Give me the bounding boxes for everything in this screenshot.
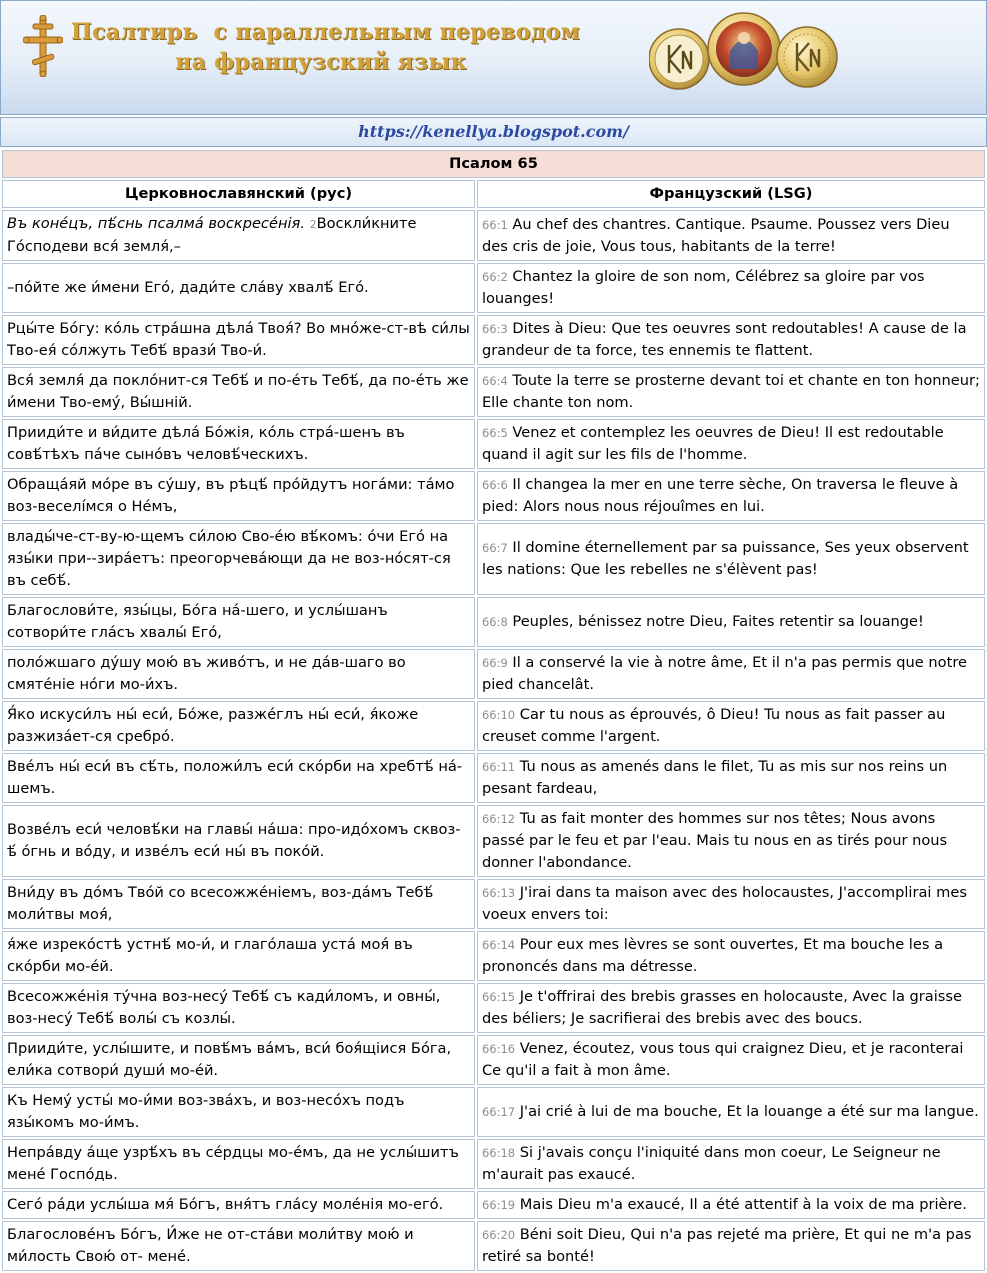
banner-title-line2: на французский язык [175, 49, 467, 75]
verse-reference: 66:5 [481, 426, 508, 440]
slavonic-text: влады́че-ст-ву-ю-щемъ си́лою Сво-е́ю вѣ́комъ: о́чи Его́ на язы́ки при--зира́етъ: преогорчева́ющи да не воз-но́сят-ся въ себѣ́. [7, 528, 451, 589]
slavonic-text: Прииди́те, услы́шите, и повѣ́мъ ва́мъ, вси́ боя́щіися Бо́га, ели́ка сотвори́ души́ мо-е́й. [7, 1040, 452, 1079]
verse-row [2, 983, 985, 1033]
french-text: J'ai crié à lui de ma bouche, Et la louange a été sur ma langue. [519, 1103, 979, 1120]
blog-link[interactable]: https://kenellya.blogspot.com/ [358, 122, 629, 141]
slavonic-cell [2, 1035, 475, 1085]
french-text: Car tu nous as éprouvés, ô Dieu! Tu nous as fait passer au creuset comme l'argent. [481, 706, 946, 745]
french-text: Pour eux mes lèvres se sont ouvertes, Et ma bouche les a prononcés dans ma détresse. [481, 936, 944, 975]
french-text: J'irai dans ta maison avec des holocaustes, J'accomplirai mes voeux envers toi: [481, 884, 967, 923]
slavonic-cell [2, 419, 475, 469]
french-cell [477, 1035, 985, 1085]
verse-row [2, 471, 985, 521]
slavonic-text: Рцы́те Бо́гу: ко́ль стра́шна дѣла́ Твоя́? Во мно́же-ст-вѣ си́лы Тво-ея́ со́лжуть Тебѣ́ врази́ Тво-и́. [7, 320, 470, 359]
slavonic-text: Благослови́те, язы́цы, Бо́га на́-шего, и услы́шанъ сотвори́те гла́съ хвалы́ Его́, [7, 602, 388, 641]
verse-row [2, 1221, 985, 1271]
french-cell [477, 210, 985, 261]
french-text: Venez, écoutez, vous tous qui craignez Dieu, et je raconterai Ce qu'il a fait à mon âme. [481, 1040, 964, 1079]
french-cell [477, 753, 985, 803]
french-text: Béni soit Dieu, Qui n'a pas rejeté ma prière, Et qui ne m'a pas retiré sa bonté! [481, 1226, 972, 1265]
slavonic-cell [2, 753, 475, 803]
slavonic-text: Воскли́кните Го́сподеви вся́ земля́,– [7, 215, 417, 255]
slavonic-cell [2, 210, 475, 261]
verse-reference: 66:14 [481, 938, 516, 952]
verse-reference: 66:6 [481, 478, 508, 492]
verse-row [2, 210, 985, 261]
url-bar [0, 117, 987, 147]
verse-reference: 66:10 [481, 708, 516, 722]
french-text: Il a conservé la vie à notre âme, Et il n'a pas permis que notre pied chancelât. [481, 654, 967, 693]
french-cell [477, 1139, 985, 1189]
french-text: Mais Dieu m'a exaucé, Il a été attentif à la voix de ma prière. [519, 1196, 967, 1213]
verse-reference: 66:16 [481, 1042, 516, 1056]
verse-row [2, 315, 985, 365]
french-text: Au chef des chantres. Cantique. Psaume. Poussez vers Dieu des cris de joie, Vous tous, habitants de la terre! [481, 215, 950, 255]
slavonic-cell [2, 805, 475, 877]
banner-title-line1: Псалтирь с параллельным переводом [71, 19, 581, 45]
orthodox-cross-icon [23, 15, 63, 77]
banner-title [71, 17, 581, 77]
french-cell [477, 805, 985, 877]
slavonic-text: Вве́лъ ны́ еси́ въ сѣ́ть, положи́лъ еси́ ско́рби на хребтѣ́ на́-шемъ. [7, 758, 463, 797]
verse-row [2, 597, 985, 647]
verse-reference: 66:11 [481, 760, 516, 774]
slavonic-text: Непра́вду а́ще узрѣ́хъ въ се́рдцы мо-е́мъ, да не услы́шитъ мене́ Госпо́дь. [7, 1144, 459, 1183]
slavonic-text: Благослове́нъ Бо́гъ, И́же не от-ста́ви моли́тву мою́ и ми́лость Свою́ от- мене́. [7, 1226, 414, 1265]
french-text: Venez et contemplez les oeuvres de Dieu! Il est redoutable quand il agit sur les fils de l'homme. [481, 424, 944, 463]
slavonic-text: Вни́ду въ до́мъ Тво́й со всесожже́ніемъ, воз-да́мъ Тебѣ́ моли́твы моя́, [7, 884, 434, 923]
french-cell [477, 701, 985, 751]
french-text: Si j'avais conçu l'iniquité dans mon coeur, Le Seigneur ne m'aurait pas exaucé. [481, 1144, 941, 1183]
slavonic-cell [2, 1087, 475, 1137]
logo-kn-left-icon [649, 29, 709, 89]
psalm-table [0, 148, 987, 1273]
header-banner [0, 0, 987, 115]
verse-row [2, 523, 985, 595]
verse-row [2, 1139, 985, 1189]
slavonic-cell [2, 879, 475, 929]
title-row [2, 150, 985, 178]
column-header-slavonic: Церковнославянский (рус) [2, 180, 475, 208]
verse-reference: 66:2 [481, 270, 508, 284]
french-cell [477, 931, 985, 981]
slavonic-text: –по́йте же и́мени Его́, дади́те сла́ву хвалѣ́ Его́. [7, 279, 369, 296]
french-cell [477, 1087, 985, 1137]
slavonic-text: я́же изреко́стѣ устнѣ́ мо-и́, и глаго́лаша уста́ моя́ въ ско́рби мо-е́й. [7, 936, 413, 975]
slavonic-cell [2, 649, 475, 699]
slavonic-cell [2, 367, 475, 417]
french-text: Toute la terre se prosterne devant toi et chante en ton honneur; Elle chante ton nom. [481, 372, 980, 411]
verse-row [2, 1087, 985, 1137]
french-cell [477, 1191, 985, 1219]
verse-reference: 66:7 [481, 541, 508, 555]
verse-reference: 66:15 [481, 990, 516, 1004]
verse-reference: 66:18 [481, 1146, 516, 1160]
verse-row [2, 701, 985, 751]
slavonic-text: поло́жшаго ду́шу мою́ въ живо́тъ, и не да́в-шаго во смяте́ніе но́ги мо-и́хъ. [7, 654, 406, 693]
french-text: Dites à Dieu: Que tes oeuvres sont redoutables! A cause de la grandeur de ta force, tes ennemis te flattent. [481, 320, 967, 359]
french-text: Tu as fait monter des hommes sur nos têtes; Nous avons passé par le feu et par l'eau. Mais tu nous en as tirés pour nous donner l'abondance. [481, 810, 948, 871]
verse-reference: 66:13 [481, 886, 516, 900]
french-text: Chantez la gloire de son nom, Célébrez sa gloire par vos louanges! [481, 268, 925, 307]
french-cell [477, 1221, 985, 1271]
slavonic-cell [2, 701, 475, 751]
verse-row [2, 1191, 985, 1219]
slavonic-cell [2, 1139, 475, 1189]
verse-row [2, 367, 985, 417]
french-cell [477, 471, 985, 521]
verse-row [2, 649, 985, 699]
slavonic-cell [2, 315, 475, 365]
french-text: Il domine éternellement par sa puissance, Ses yeux observent les nations: Que les rebelles ne s'élèvent pas! [481, 539, 969, 578]
verse-reference: 66:9 [481, 656, 508, 670]
french-text: Je t'offrirai des brebis grasses en holocauste, Avec la graisse des béliers; Je sacrifierai des brebis avec des boucs. [481, 988, 962, 1027]
french-cell [477, 879, 985, 929]
verse-reference: 66:20 [481, 1228, 516, 1242]
slavonic-text: Прииди́те и ви́дите дѣла́ Бо́жія, ко́ль стра́-шенъ въ совѣ́тѣхъ па́че сыно́въ человѣ́ческихъ. [7, 424, 405, 463]
french-cell [477, 983, 985, 1033]
slavonic-cell [2, 1191, 475, 1219]
slavonic-cell [2, 1221, 475, 1271]
slavonic-cell [2, 471, 475, 521]
slavonic-text: Возве́лъ еси́ человѣ́ки на главы́ на́ша: про-идо́хомъ сквоз-ѣ́ о́гнь и во́ду, и изве́лъ еси́ ны́ въ поко́й. [7, 821, 461, 860]
site-logos [649, 11, 839, 111]
french-cell [477, 419, 985, 469]
verse-reference: 66:19 [481, 1198, 516, 1212]
slavonic-text: Я́ко искуси́лъ ны́ еси́, Бо́же, разже́глъ ны́ еси́, я́коже разжиза́ет-ся сребро́. [7, 706, 419, 745]
slavonic-cell [2, 983, 475, 1033]
verse-reference: 66:4 [481, 374, 508, 388]
verse-reference: 66:12 [481, 812, 516, 826]
verse-row [2, 931, 985, 981]
french-text: Peuples, bénissez notre Dieu, Faites retentir sa louange! [512, 613, 924, 630]
inscription-text: Въ коне́цъ, пѣ́снь псалма́ воскресе́нія. [7, 215, 305, 232]
slavonic-text: Всесожже́нія ту́чна воз-несу́ Тебѣ́ съ кади́ломъ, и овны́, воз-несу́ Тебѣ́ волы́ съ козлы́. [7, 988, 441, 1027]
verse-row [2, 879, 985, 929]
header-row [2, 180, 985, 208]
slavonic-text: Къ Нему́ усты́ мо-и́ми воз-зва́хъ, и воз-несо́хъ подъ язы́комъ мо-и́мъ. [7, 1092, 405, 1131]
verse-reference: 66:3 [481, 322, 508, 336]
french-cell [477, 367, 985, 417]
french-cell [477, 597, 985, 647]
verse-row [2, 1035, 985, 1085]
protection-icon-medallion [708, 13, 780, 85]
verse-number: 2 [309, 218, 317, 231]
slavonic-cell [2, 931, 475, 981]
french-text: Il changea la mer en une terre sèche, On traversa le fleuve à pied: Alors nous nous réjouîmes en lui. [481, 476, 959, 515]
french-text: Tu nous as amenés dans le filet, Tu as mis sur nos reins un pesant fardeau, [481, 758, 948, 797]
french-cell [477, 523, 985, 595]
verse-reference: 66:1 [481, 217, 508, 232]
slavonic-cell [2, 597, 475, 647]
slavonic-text: Вся́ земля́ да покло́нит-ся Тебѣ́ и по-е́ть Тебѣ́, да по-е́ть же и́мени Тво-ему́, Вы́шній. [7, 372, 469, 411]
column-header-french: Французский (LSG) [477, 180, 985, 208]
verse-reference: 66:17 [481, 1105, 516, 1119]
verse-row [2, 419, 985, 469]
slavonic-text: Сего́ ра́ди услы́ша мя́ Бо́гъ, вня́тъ гла́су моле́нія мо-его́. [7, 1196, 444, 1213]
verse-row [2, 263, 985, 313]
verse-reference: 66:8 [481, 615, 508, 629]
slavonic-text: Обраща́яй мо́ре въ су́шу, въ рѣцѣ́ про́йдутъ нога́ми: та́мо воз-веселі́мся о Не́мъ, [7, 476, 455, 515]
verse-row [2, 753, 985, 803]
french-cell [477, 263, 985, 313]
french-cell [477, 315, 985, 365]
slavonic-cell [2, 523, 475, 595]
verse-row [2, 805, 985, 877]
psalm-title: Псалом 65 [2, 150, 985, 178]
slavonic-cell [2, 263, 475, 313]
french-cell [477, 649, 985, 699]
logo-kn-right-icon [777, 27, 837, 87]
